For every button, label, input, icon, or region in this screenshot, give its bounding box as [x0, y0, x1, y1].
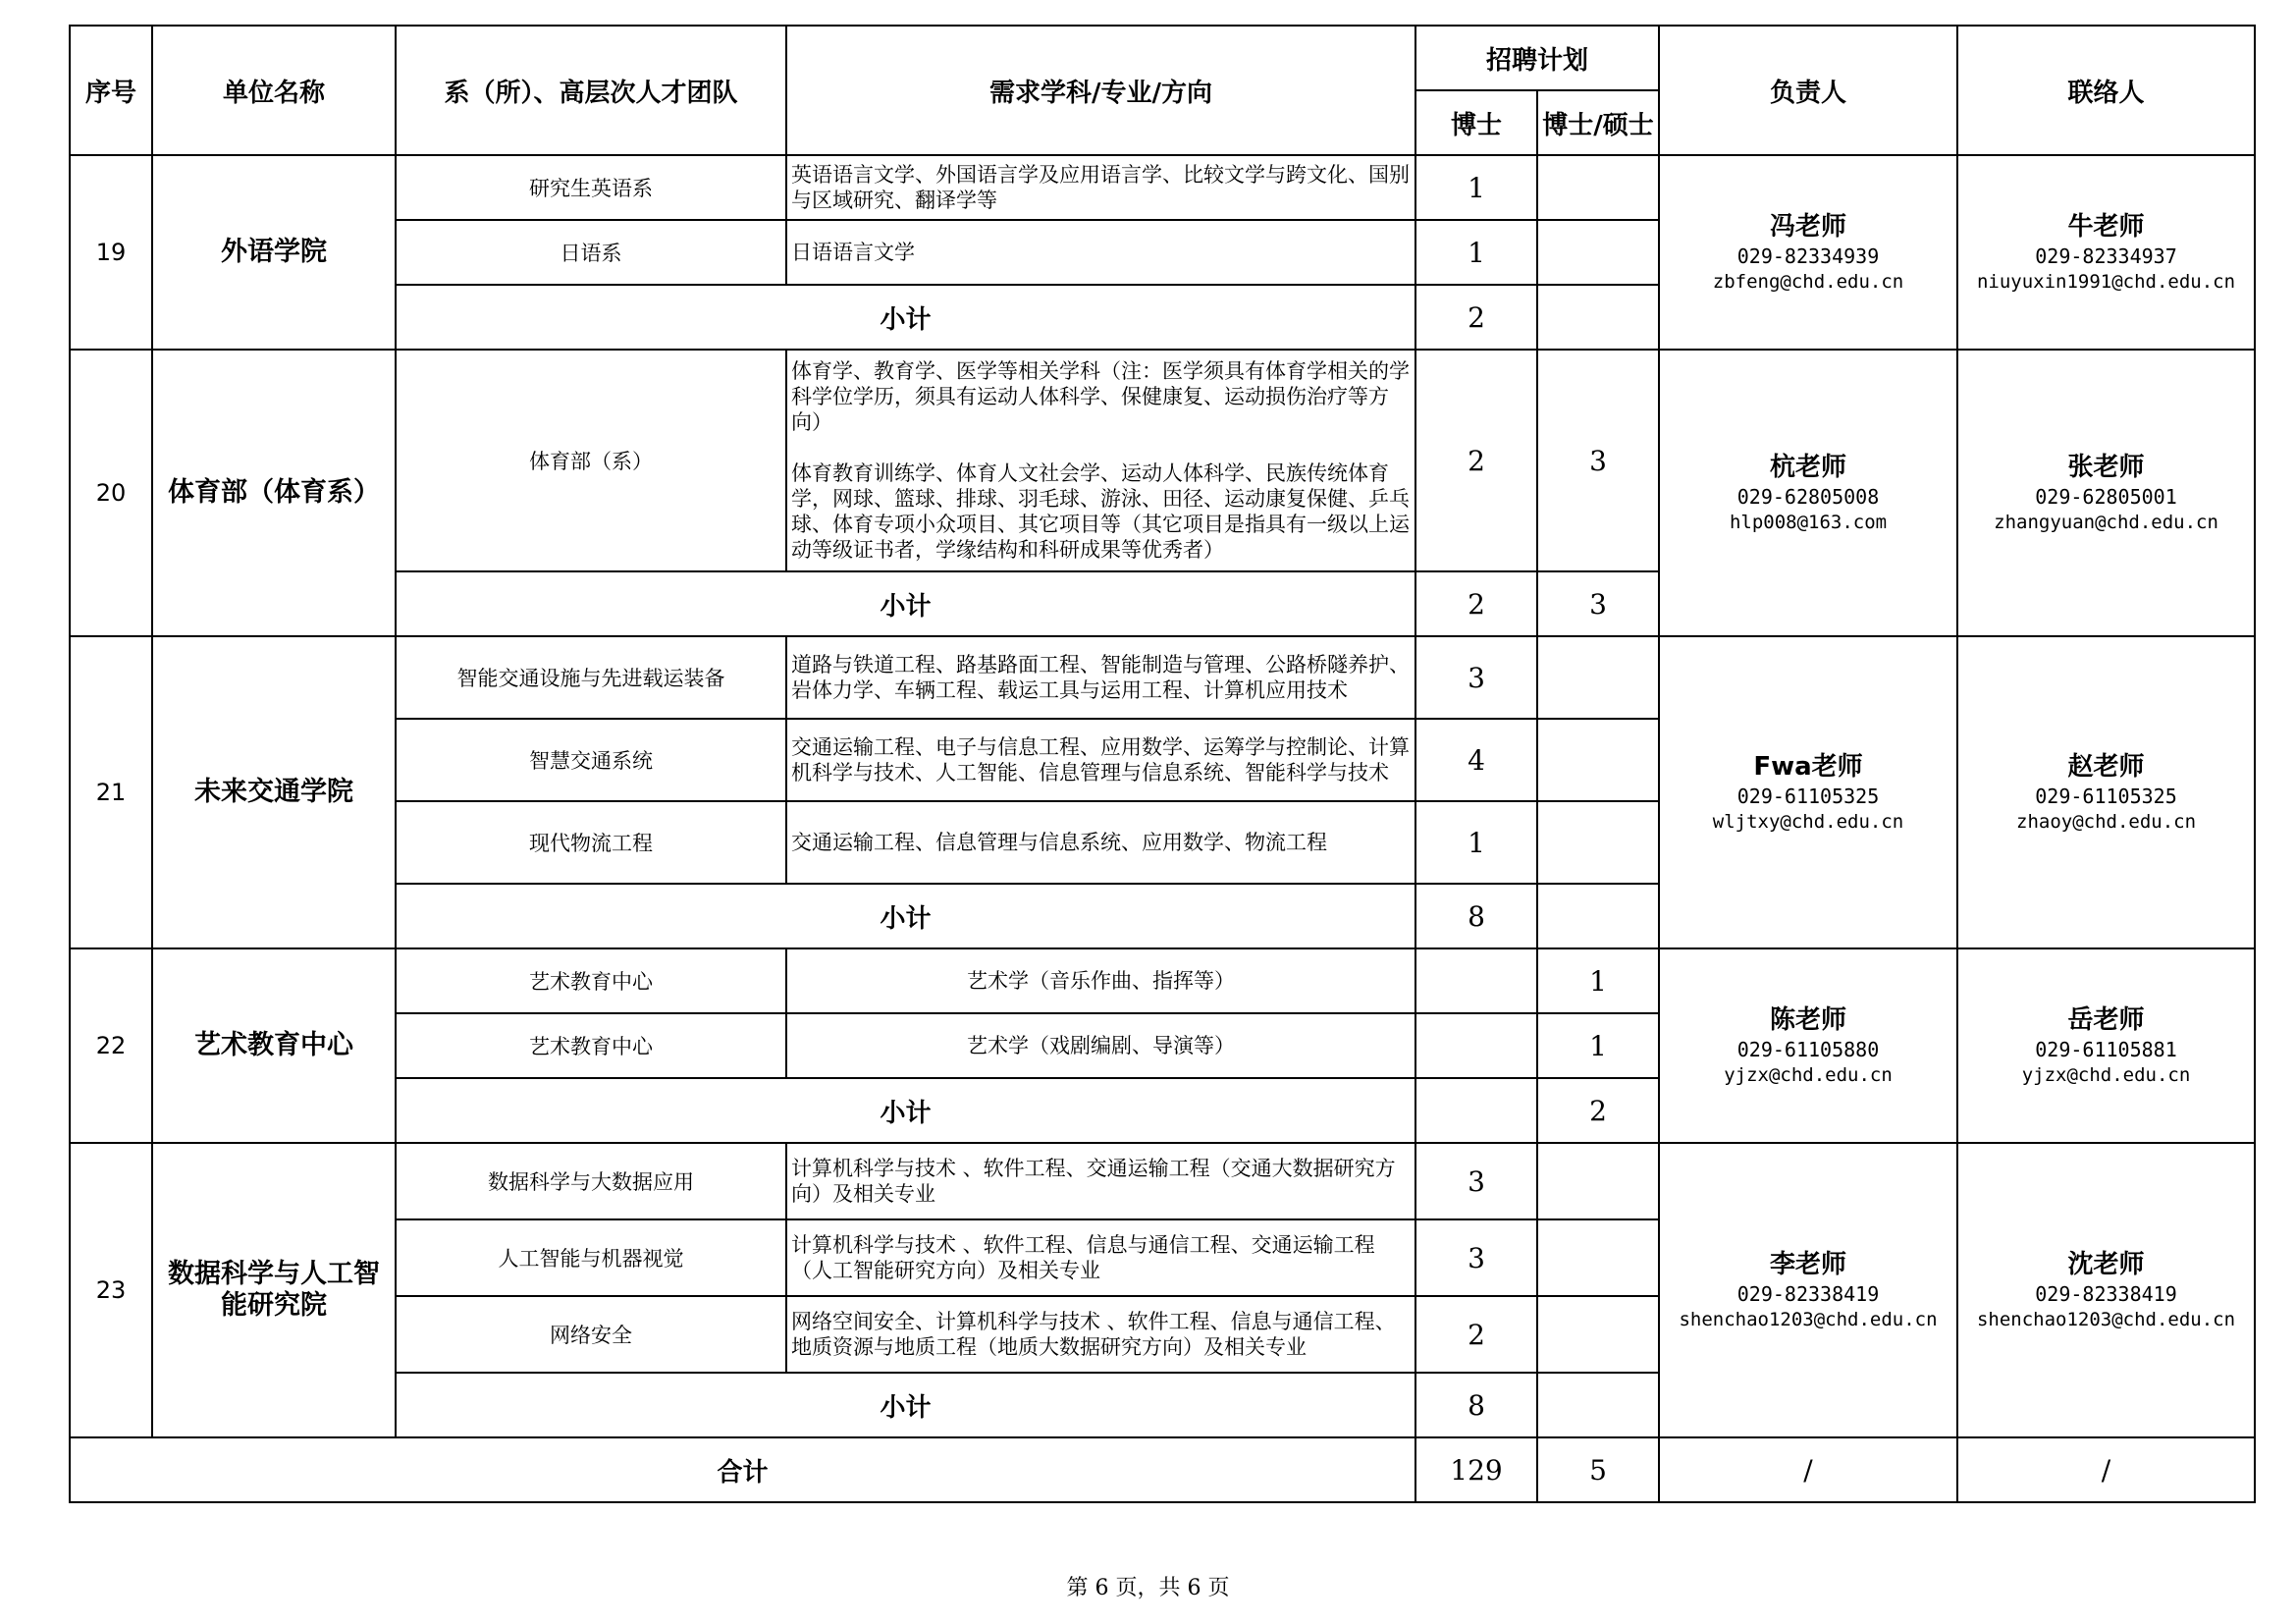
- total-doctor: 129: [1415, 1437, 1537, 1502]
- unit-name: 未来交通学院: [152, 636, 396, 948]
- row-index: 21: [70, 636, 152, 948]
- doctor-count: 2: [1415, 1296, 1537, 1373]
- director-name: 冯老师: [1770, 212, 1847, 242]
- liaison-name: 赵老师: [2067, 752, 2145, 782]
- director-email: wljtxy@chd.edu.cn: [1712, 811, 1904, 833]
- director-email: zbfeng@chd.edu.cn: [1712, 271, 1904, 293]
- subtotal-doctor: 8: [1415, 1373, 1537, 1437]
- director-phone: 029-62805008: [1736, 485, 1880, 509]
- liaison-name: 牛老师: [2067, 212, 2145, 242]
- director-email: hlp008@163.com: [1729, 512, 1888, 533]
- doctor-count: 4: [1415, 719, 1537, 801]
- dept-name: 日语系: [396, 220, 786, 285]
- dept-name: 艺术教育中心: [396, 1013, 786, 1078]
- liaison-phone: 029-82338419: [2035, 1282, 2177, 1306]
- discipline-para: 体育教育训练学、体育人文社会学、运动人体科学、民族传统体育学，网球、篮球、排球、羽毛球、游泳、田径、运动康复保健、乒乓球、体育专项小众项目、其它项目等（其它项目是指具有一级以上运动等级证书者，学缘结构和科研成果等优秀者）: [791, 461, 1410, 562]
- unit-name: 体育部（体育系）: [152, 350, 396, 636]
- table-row: [70, 636, 2255, 719]
- subtotal-doctor: [1415, 1078, 1537, 1143]
- liaison-contact: [1957, 948, 2255, 1143]
- doctor-master-count: 1: [1537, 1013, 1659, 1078]
- dept-name: 数据科学与大数据应用: [396, 1143, 786, 1219]
- liaison-contact: [1957, 155, 2255, 350]
- unit-name: 艺术教育中心: [152, 948, 396, 1143]
- row-index: 23: [70, 1143, 152, 1437]
- header-unit: 单位名称: [152, 26, 396, 155]
- liaison-email: niuyuxin1991@chd.edu.cn: [1976, 271, 2236, 293]
- director-email: yjzx@chd.edu.cn: [1724, 1064, 1893, 1086]
- subtotal-doctor-master: [1537, 1373, 1659, 1437]
- liaison-name: 沈老师: [2067, 1250, 2145, 1279]
- doctor-count: [1415, 948, 1537, 1013]
- liaison-email: shenchao1203@chd.edu.cn: [1976, 1309, 2236, 1330]
- discipline: 英语语言文学、外国语言学及应用语言学、比较文学与跨文化、国别与区域研究、翻译学等: [786, 155, 1415, 220]
- doctor-master-count: [1537, 1143, 1659, 1219]
- discipline: 日语语言文学: [786, 220, 1415, 285]
- liaison-email: zhangyuan@chd.edu.cn: [1994, 512, 2218, 533]
- dept-name: 现代物流工程: [396, 801, 786, 884]
- row-index: 19: [70, 155, 152, 350]
- doctor-count: 1: [1415, 155, 1537, 220]
- subtotal-doctor-master: [1537, 285, 1659, 350]
- discipline-para: 体育学、教育学、医学等相关学科（注：医学须具有体育学相关的学科学位学历，须具有运动人体科学、保健康复、运动损伤治疗等方向）: [791, 359, 1410, 434]
- liaison-name: 张老师: [2067, 453, 2145, 482]
- subtotal-doctor-master: 3: [1537, 571, 1659, 636]
- discipline: 道路与铁道工程、路基路面工程、智能制造与管理、公路桥隧养护、岩体力学、车辆工程、载运工具与运用工程、计算机应用技术: [786, 636, 1415, 719]
- liaison-contact: [1957, 1143, 2255, 1437]
- doctor-count: 2: [1415, 350, 1537, 571]
- liaison-phone: 029-82334937: [2035, 244, 2177, 268]
- total-doctor-master: 5: [1537, 1437, 1659, 1502]
- discipline: 网络空间安全、计算机科学与技术 、软件工程、信息与通信工程、地质资源与地质工程（地质大数据研究方向）及相关专业: [786, 1296, 1415, 1373]
- total-director: /: [1659, 1437, 1957, 1502]
- discipline: 交通运输工程、电子与信息工程、应用数学、运筹学与控制论、计算机科学与技术、人工智能、信息管理与信息系统、智能科学与技术: [786, 719, 1415, 801]
- header-doctor-master: 博士/硕士: [1537, 90, 1659, 155]
- liaison-name: 岳老师: [2067, 1005, 2145, 1035]
- doctor-master-count: [1537, 1219, 1659, 1296]
- director-contact: [1659, 350, 1957, 636]
- liaison-phone: 029-61105325: [2035, 785, 2177, 808]
- doctor-master-count: 1: [1537, 948, 1659, 1013]
- director-email: shenchao1203@chd.edu.cn: [1679, 1309, 1938, 1330]
- table-row: [70, 1143, 2255, 1219]
- unit-name: 数据科学与人工智能研究院: [152, 1143, 396, 1437]
- subtotal-label: 小计: [396, 1078, 1415, 1143]
- director-name: 杭老师: [1770, 453, 1847, 482]
- subtotal-doctor-master: [1537, 884, 1659, 948]
- subtotal-doctor-master: 2: [1537, 1078, 1659, 1143]
- liaison-contact: [1957, 636, 2255, 948]
- doctor-master-count: [1537, 801, 1659, 884]
- table-row: [70, 350, 2255, 571]
- header-dept: 系（所）、高层次人才团队: [396, 26, 786, 155]
- liaison-phone: 029-61105881: [2035, 1038, 2177, 1061]
- director-name: 陈老师: [1770, 1005, 1847, 1035]
- dept-name: 智能交通设施与先进载运装备: [396, 636, 786, 719]
- doctor-count: 3: [1415, 1219, 1537, 1296]
- unit-name: 外语学院: [152, 155, 396, 350]
- header-index: 序号: [70, 26, 152, 155]
- liaison-email: yjzx@chd.edu.cn: [2021, 1064, 2191, 1086]
- director-name: 李老师: [1770, 1250, 1847, 1279]
- discipline: [786, 350, 1415, 571]
- doctor-master-count: [1537, 719, 1659, 801]
- director-name: Fwa老师: [1753, 752, 1863, 782]
- liaison-email: zhaoy@chd.edu.cn: [2016, 811, 2197, 833]
- doctor-count: 1: [1415, 801, 1537, 884]
- doctor-master-count: [1537, 1296, 1659, 1373]
- director-contact: [1659, 1143, 1957, 1437]
- discipline: 艺术学（戏剧编剧、导演等）: [786, 1013, 1415, 1078]
- table-row: [70, 155, 2255, 220]
- subtotal-label: 小计: [396, 884, 1415, 948]
- discipline: 交通运输工程、信息管理与信息系统、应用数学、物流工程: [786, 801, 1415, 884]
- subtotal-doctor: 2: [1415, 571, 1537, 636]
- doctor-master-count: [1537, 636, 1659, 719]
- header-liaison: 联络人: [1957, 26, 2255, 155]
- dept-name: 体育部（系）: [396, 350, 786, 571]
- doctor-master-count: 3: [1537, 350, 1659, 571]
- doctor-master-count: [1537, 155, 1659, 220]
- dept-name: 艺术教育中心: [396, 948, 786, 1013]
- doctor-count: 3: [1415, 636, 1537, 719]
- subtotal-doctor: 8: [1415, 884, 1537, 948]
- director-contact: [1659, 155, 1957, 350]
- table-row: [70, 948, 2255, 1013]
- dept-name: 智慧交通系统: [396, 719, 786, 801]
- header-doctor: 博士: [1415, 90, 1537, 155]
- total-liaison: /: [1957, 1437, 2255, 1502]
- dept-name: 人工智能与机器视觉: [396, 1219, 786, 1296]
- discipline: 计算机科学与技术 、软件工程、信息与通信工程、交通运输工程（人工智能研究方向）及相关专业: [786, 1219, 1415, 1296]
- header-plan: 招聘计划: [1415, 26, 1659, 90]
- dept-name: 网络安全: [396, 1296, 786, 1373]
- header-discipline: 需求学科/专业/方向: [786, 26, 1415, 155]
- subtotal-doctor: 2: [1415, 285, 1537, 350]
- director-contact: [1659, 636, 1957, 948]
- row-index: 20: [70, 350, 152, 636]
- subtotal-label: 小计: [396, 571, 1415, 636]
- header-director: 负责人: [1659, 26, 1957, 155]
- subtotal-label: 小计: [396, 285, 1415, 350]
- row-index: 22: [70, 948, 152, 1143]
- discipline: 计算机科学与技术 、软件工程、交通运输工程（交通大数据研究方向）及相关专业: [786, 1143, 1415, 1219]
- total-row: [70, 1437, 2255, 1502]
- liaison-contact: [1957, 350, 2255, 636]
- doctor-count: 3: [1415, 1143, 1537, 1219]
- director-contact: [1659, 948, 1957, 1143]
- dept-name: 研究生英语系: [396, 155, 786, 220]
- page-footer: 第 6 页，共 6 页: [1066, 1576, 1230, 1600]
- recruitment-table: [69, 25, 2256, 1503]
- director-phone: 029-82338419: [1736, 1282, 1880, 1306]
- director-phone: 029-82334939: [1736, 244, 1880, 268]
- liaison-phone: 029-62805001: [2035, 485, 2177, 509]
- doctor-master-count: [1537, 220, 1659, 285]
- doctor-count: 1: [1415, 220, 1537, 285]
- director-phone: 029-61105325: [1736, 785, 1880, 808]
- discipline: 艺术学（音乐作曲、指挥等）: [786, 948, 1415, 1013]
- director-phone: 029-61105880: [1736, 1038, 1880, 1061]
- subtotal-label: 小计: [396, 1373, 1415, 1437]
- doctor-count: [1415, 1013, 1537, 1078]
- total-label: 合计: [70, 1437, 1415, 1502]
